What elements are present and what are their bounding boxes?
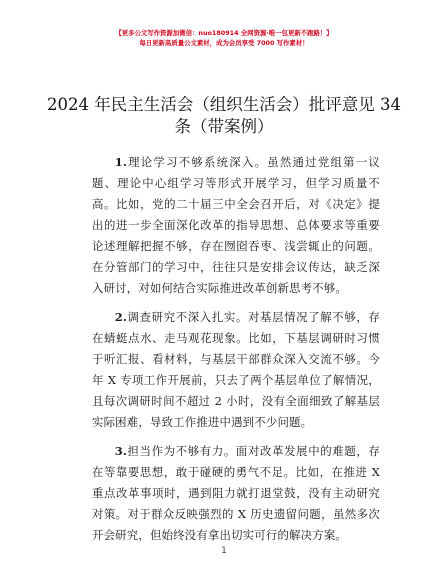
promo-banner [0, 28, 448, 48]
paragraph-text: 调查研究不深入扎实。对基层情况了解不够，存在蜻蜓点水、走马观花现象。比如，下基层调研时习惯于听汇报、看材料，与基层干部群众深入交流不够。今年 X 专项工作开展前，只去了两个基层单位了解情况，且每次调研时间不超过 2 小时，没有全面细致了解基层实际困难，导致工作推进中遇到不少问题。 [92, 310, 380, 429]
paragraph-text: 理论学习不够系统深入。虽然通过党组第一议题、理论中心组学习等形式开展学习，但学习质量不高。比如，党的二十届三中全会召开后，对《决定》提出的进一步全面深化改革的指导思想、总体要求等重要论述理解把握不够，存在囫囵吞枣、浅尝辄止的问题。在分管部门的学习中，往往只是安排会议传达，缺乏深入研讨，对如何结合实际推进改革创新思考不够。 [92, 155, 380, 295]
paragraph-1 [92, 152, 380, 299]
paragraph-number: 2. [114, 310, 128, 324]
paragraph-text: 担当作为不够有力。面对改革发展中的难题，存在等靠要思想，敢于碰硬的勇气不足。比如，在推进 X 重点改革事项时，遇到阻力就打退堂鼓，没有主动研究对策。对于群众反映强烈的 X 历史遗留问题，虽然多次开会研究，但始终没有拿出切实可行的解决方案。 [92, 444, 380, 542]
document-title: 2024 年民主生活会（组织生活会）批评意见 34 条（带案例） [47, 95, 401, 136]
paragraph-number: 3. [114, 444, 128, 458]
paragraph-2 [92, 307, 380, 433]
paragraph-number: 1. [114, 155, 128, 169]
banner-line-2: 每日更新高质量公文素材，成为会员享受 7000 写作素材！ [139, 39, 309, 47]
page-number: 1 [221, 546, 227, 556]
banner-line-1: 【更多公文写作资源加微信：nuo180914 全网资源·唯一包更新不跑路！】 [115, 29, 333, 37]
paragraph-3 [92, 441, 380, 546]
document-body [92, 152, 380, 554]
